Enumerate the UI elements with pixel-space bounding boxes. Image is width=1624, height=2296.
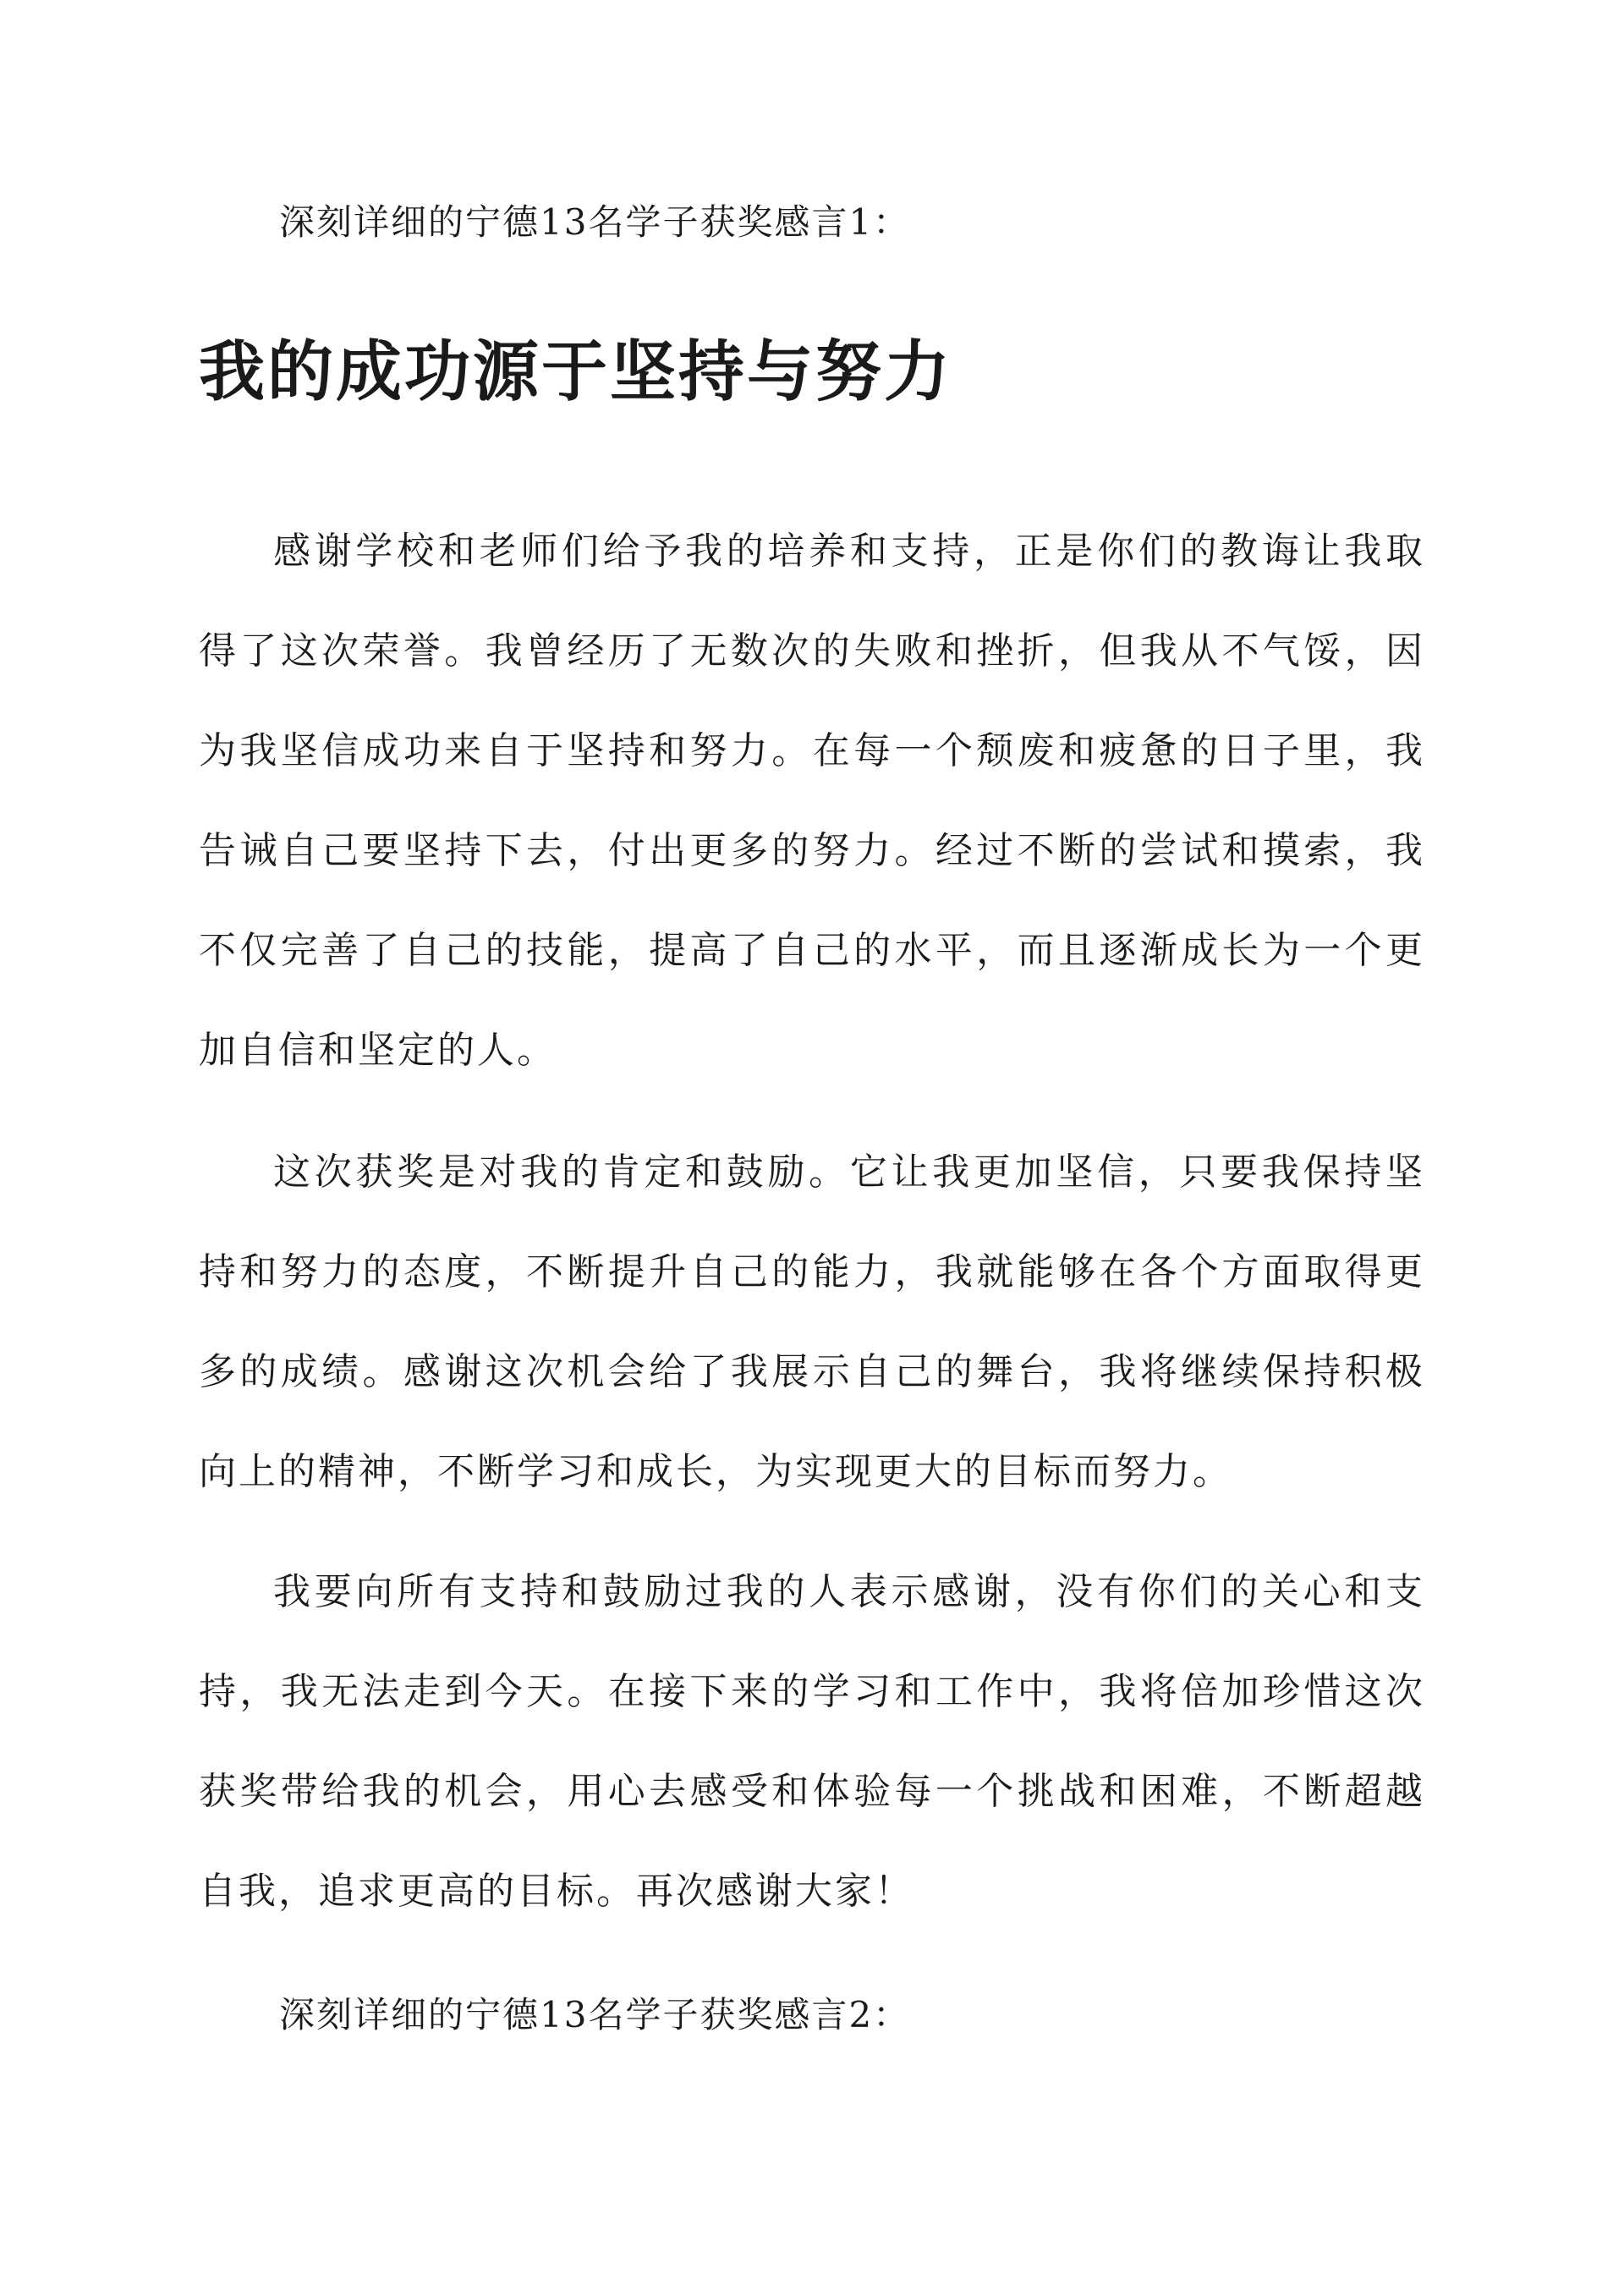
section-heading-1: 深刻详细的宁德13名学子获奖感言1： [279,201,911,243]
paragraph-3: 我要向所有支持和鼓励过我的人表示感谢，没有你们的关心和支持，我无法走到今天。在接下来的学习和工作中，我将倍加珍惜这次获奖带给我的机会，用心去感受和体验每一个挑战和困难，不断超越自我，追求更高的目标。再次感谢大家！ [199,1570,1425,1913]
page-title: 我的成功源于坚持与努力 [199,333,953,410]
section-heading-2: 深刻详细的宁德13名学子获奖感言2： [279,1994,911,2035]
paragraph-2: 这次获奖是对我的肯定和鼓励。它让我更加坚信，只要我保持坚持和努力的态度，不断提升自己的能力，我就能够在各个方面取得更多的成绩。感谢这次机会给了我展示自己的舞台，我将继续保持积极向上的精神，不断学习和成长，为实现更大的目标而努力。 [199,1151,1425,1493]
paragraph-1: 感谢学校和老师们给予我的培养和支持，正是你们的教诲让我取得了这次荣誉。我曾经历了无数次的失败和挫折，但我从不气馁，因为我坚信成功来自于坚持和努力。在每一个颓废和疲惫的日子里，我告诫自己要坚持下去，付出更多的努力。经过不断的尝试和摸索，我不仅完善了自己的技能，提高了自己的水平，而且逐渐成长为一个更加自信和坚定的人。 [199,530,1425,1072]
